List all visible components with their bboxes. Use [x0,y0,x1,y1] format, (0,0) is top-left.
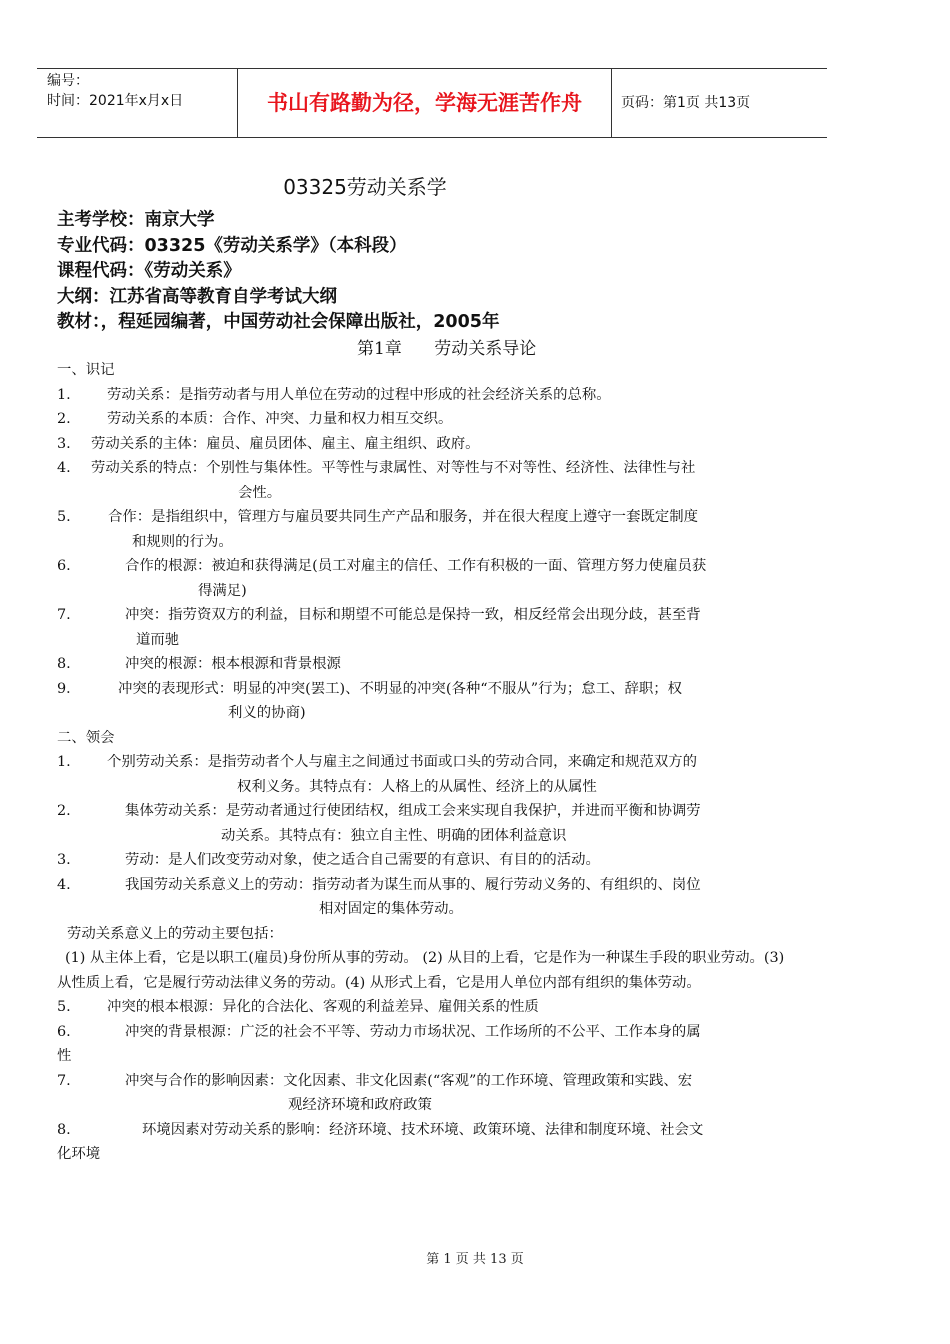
item-text: 冲突的背景根源：广泛的社会不平等、劳动力市场状况、工作场所的不公平、工作本身的属 [125,1023,701,1040]
header-page-info: 页码：第1页 共13页 [621,95,751,111]
item-number: 6. [57,1023,71,1040]
course-info [57,208,499,336]
list-item [57,677,802,702]
section-heading: 一、识记 [57,362,115,378]
item-text-continued: 动关系。其特点有：独立自主性、明确的团体利益意识 [221,827,567,844]
list-item-continuation [57,530,802,555]
info-major-code: 专业代码：03325《劳动关系学》（本科段） [57,235,407,256]
list-item-continuation [57,628,802,653]
header-motto: 书山有路勤为径，学海无涯苦作舟 [238,69,612,137]
list-item-continuation [57,824,802,849]
list-item [57,1069,802,1094]
list-item-continuation [57,1044,802,1069]
item-text-continued: 和规则的行为。 [132,533,233,550]
list-item-continuation [57,481,802,506]
list-item [57,407,802,432]
item-number: 7. [57,1072,71,1089]
list-item [57,750,802,775]
item-text: 环境因素对劳动关系的影响：经济环境、技术环境、政策环境、法律和制度环境、社会文 [142,1121,704,1138]
item-number: 1. [57,754,71,770]
page-footer: 第 1 页 共 13 页 [426,1252,524,1267]
list-item-continuation [57,701,802,726]
item-number: 4. [57,460,71,476]
item-text: 冲突：指劳资双方的利益，目标和期望不可能总是保持一致，相反经常会出现分歧，甚至背 [125,607,701,623]
list-item-continuation [57,897,802,922]
item-number: 2. [57,803,71,819]
item-text: 冲突与合作的影响因素：文化因素、非文化因素(“客观”的工作环境、管理政策和实践、宏 [125,1072,693,1089]
section-heading: 二、领会 [57,729,115,746]
list-item-continuation [57,775,802,800]
list-item [57,652,802,677]
item-number: 1. [57,386,71,403]
list-item [57,1020,802,1045]
labor-paragraph: (1) 从主体上看，它是以职工(雇员)身份所从事的劳动。 (2) 从目的上看，它是作为一种谋生手段的职业劳动。(3) 从性质上看，它是履行劳动法律义务的劳动。(4) 从形式上看，它是用人单位内部有组织的集体劳动。 [57,950,785,991]
item-text-continued: 会性。 [238,484,282,501]
item-text: 我国劳动关系意义上的劳动：指劳动者为谋生而从事的、履行劳动义务的、有组织的、岗位 [125,876,701,893]
item-number: 8. [57,656,71,672]
item-text: 冲突的根本根源：异化的合法化、客观的利益差异、雇佣关系的性质 [107,999,539,1015]
list-item [57,505,802,530]
item-text-continued: 得满足) [198,582,247,599]
item-text: 劳动：是人们改变劳动对象，使之适合自己需要的有意识、有目的的活动。 [125,852,600,868]
item-text-continued: 道而驰 [136,631,180,648]
chapter-title: 第1章 劳动关系导论 [357,339,537,359]
info-outline: 大纲：江苏省高等教育自学考试大纲 [57,286,337,307]
item-text-continued: 权利义务。其特点有：人格上的从属性、经济上的从属性 [237,778,597,795]
item-text-continued: 利义的协商) [228,705,306,721]
item-number: 9． [57,680,81,697]
item-number: 5. [57,509,71,525]
list-item-continuation [57,579,802,604]
item-number: 5. [57,999,71,1015]
info-textbook: 教材：，程延园编著，中国劳动社会保障出版社，2005年 [57,312,500,332]
item-text-continued: 观经济环境和政府政策 [288,1097,432,1113]
list-item [57,873,802,898]
list-item [57,603,802,628]
info-course-code: 课程代码：《劳动关系》 [57,261,241,281]
labor-heading: 劳动关系意义上的劳动主要包括： [67,925,283,942]
item-text: 劳动关系：是指劳动者与用人单位在劳动的过程中形成的社会经济关系的总称。 [107,386,611,403]
item-number: 3. [57,852,71,868]
item-number: 3. [57,435,71,452]
list-item-continuation [57,1093,802,1118]
item-text: 集体劳动关系：是劳动者通过行使团结权，组成工会来实现自我保护，并进而平衡和协调劳 [125,803,701,819]
item-number: 4. [57,876,71,893]
item-number: 6. [57,558,71,574]
list-item [57,383,802,408]
list-item [57,799,802,824]
item-text: 劳动关系的本质：合作、冲突、力量和权力相互交织。 [107,411,453,427]
item-number: 7. [57,607,71,623]
document-body [57,358,802,1167]
item-text: 合作的根源：被迫和获得满足(员工对雇主的信任、工作有积极的一面、管理方努力使雇员获 [125,558,707,574]
item-text-continued: 性 [57,1048,72,1064]
item-text: 劳动关系的特点：个别性与集体性。平等性与隶属性、对等性与不对等性、经济性、法律性与社 [91,460,696,476]
item-text: 合作：是指组织中，管理方与雇员要共同生产产品和服务，并在很大程度上遵守一套既定制度 [108,509,699,525]
list-item [57,1118,802,1143]
number-label: 编号： [47,73,89,89]
item-number: 8. [57,1121,71,1138]
item-text: 劳动关系的主体：雇员、雇员团体、雇主、雇主组织、政府。 [91,435,480,452]
info-school: 主考学校：南京大学 [57,210,215,230]
header-meta [37,69,238,137]
item-text: 冲突的根源：根本根源和背景根源 [125,656,341,672]
list-item [57,848,802,873]
item-text-continued: 化环境 [57,1146,101,1162]
item-text: 个别劳动关系：是指劳动者个人与雇主之间通过书面或口头的劳动合同，来确定和规范双方的 [107,754,698,770]
list-item [57,995,802,1020]
item-number: 2. [57,411,71,427]
list-item [57,456,802,481]
item-text: 冲突的表现形式：明显的冲突(罢工)、不明显的冲突(各种“不服从”行为；怠工、辞职；权 [118,680,683,697]
time-label: 时间：2021年x月x日 [47,93,184,109]
item-text-continued: 相对固定的集体劳动。 [319,901,463,917]
document-title: 03325劳动关系学 [283,175,447,199]
list-item-continuation [57,1142,802,1167]
list-item [57,432,802,457]
page-header [37,68,827,138]
list-item [57,554,802,579]
